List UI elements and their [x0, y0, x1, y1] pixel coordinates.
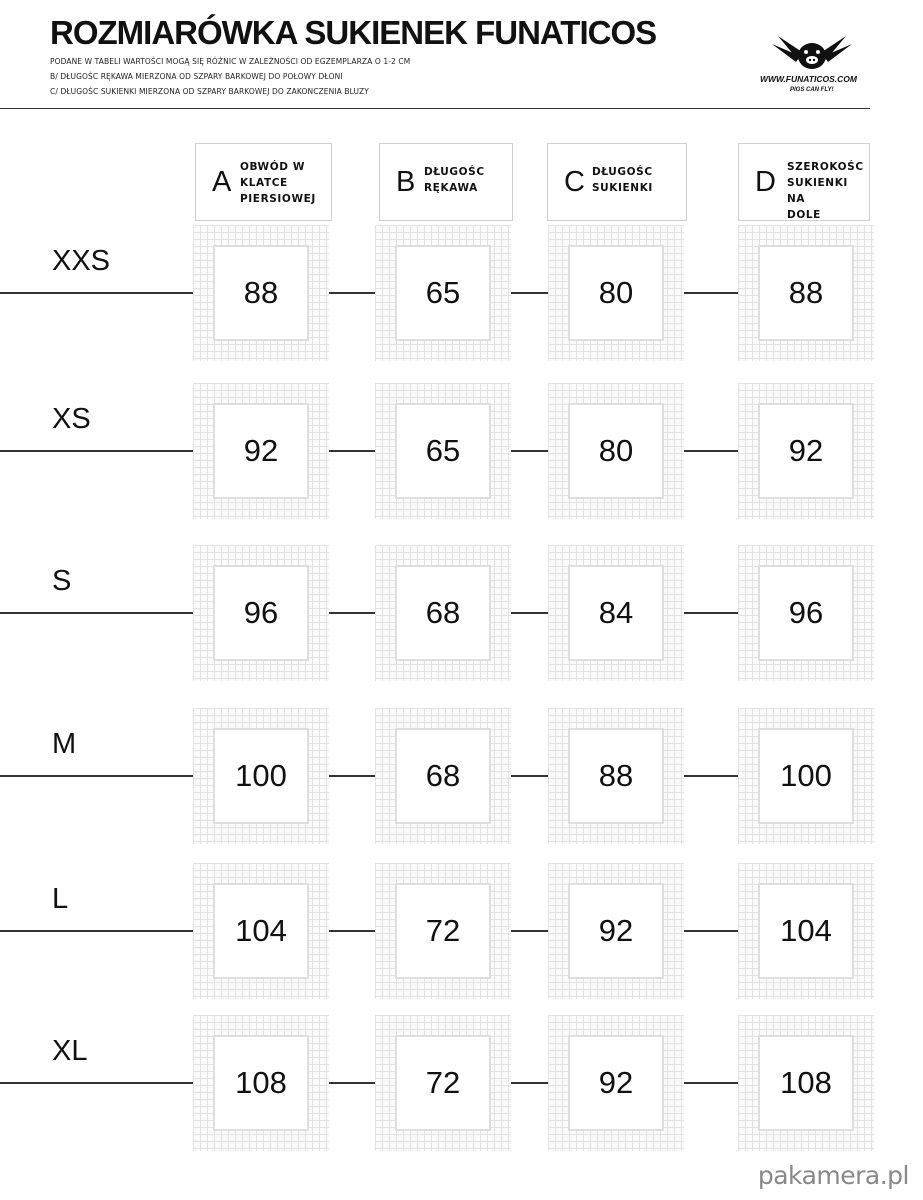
value-box: 88	[213, 245, 309, 341]
winged-pig-icon	[758, 26, 870, 96]
value-cell	[193, 708, 329, 844]
column-header-b	[379, 143, 513, 221]
value-cell	[193, 225, 329, 361]
size-label: S	[52, 565, 72, 597]
logo-slogan-text: PIGS CAN FLY!	[790, 87, 834, 93]
value-cell	[193, 545, 329, 681]
size-label: L	[52, 883, 69, 915]
note-dress-length: C/ DŁUGOŚC SUKIENKI MIERZONA OD SZPARY BARKOWEJ DO ZAKONCZENIA BLUZY	[50, 87, 369, 96]
value-box: 104	[213, 883, 309, 979]
value-cell	[548, 545, 684, 681]
value-cell	[375, 1015, 511, 1151]
value-box: 92	[568, 1035, 664, 1131]
value-box: 80	[568, 245, 664, 341]
note-sleeve: B/ DŁUGOŚC RĘKAWA MIERZONA OD SZPARY BARKOWEJ DO POŁOWY DŁONI	[50, 72, 343, 81]
value-box: 96	[758, 565, 854, 661]
value-cell	[738, 383, 874, 519]
column-letter: C	[564, 166, 585, 198]
value-cell	[193, 1015, 329, 1151]
value-box: 92	[213, 403, 309, 499]
value-cell	[375, 225, 511, 361]
value-cell	[193, 863, 329, 999]
size-label: XXS	[52, 245, 111, 277]
value-cell	[548, 225, 684, 361]
size-label: XS	[52, 403, 91, 435]
size-label: XL	[52, 1035, 88, 1067]
value-box: 108	[758, 1035, 854, 1131]
value-cell	[548, 1015, 684, 1151]
size-label: M	[52, 728, 77, 760]
watermark: pakamera.pl	[757, 1161, 909, 1190]
value-cell	[738, 545, 874, 681]
value-box: 68	[395, 728, 491, 824]
value-box: 92	[568, 883, 664, 979]
value-box: 100	[213, 728, 309, 824]
value-box: 65	[395, 403, 491, 499]
value-box: 72	[395, 883, 491, 979]
value-cell	[548, 863, 684, 999]
column-label: SZEROKOŚC SUKIENKI NA DOLE	[787, 161, 864, 221]
value-cell	[738, 225, 874, 361]
value-cell	[738, 708, 874, 844]
value-box: 80	[568, 403, 664, 499]
value-cell	[193, 383, 329, 519]
column-header-c	[547, 143, 687, 221]
value-box: 108	[213, 1035, 309, 1131]
page-title: ROZMIARÓWKA SUKIENEK FUNATICOS	[50, 14, 657, 51]
column-label: OBWÓD W KLATCE PIERSIOWEJ	[240, 161, 316, 205]
value-box: 104	[758, 883, 854, 979]
note-tolerance: PODANE W TABELI WARTOŚCI MOGĄ SIĘ RÓŻNIC W ZALEŻNOŚCI OD EGZEMPLARZA O 1-2 CM	[50, 57, 411, 66]
column-header-a	[195, 143, 332, 221]
value-box: 96	[213, 565, 309, 661]
value-cell	[375, 708, 511, 844]
value-cell	[375, 383, 511, 519]
value-box: 92	[758, 403, 854, 499]
value-box: 72	[395, 1035, 491, 1131]
header-divider	[0, 108, 870, 109]
value-cell	[375, 863, 511, 999]
column-label: DŁUGOŚC RĘKAWA	[424, 166, 485, 194]
value-cell	[548, 383, 684, 519]
brand-logo	[758, 26, 870, 96]
value-box: 88	[568, 728, 664, 824]
value-cell	[738, 863, 874, 999]
column-letter: D	[755, 166, 776, 198]
value-cell	[375, 545, 511, 681]
value-cell	[738, 1015, 874, 1151]
value-box: 100	[758, 728, 854, 824]
value-box: 65	[395, 245, 491, 341]
column-header-d	[738, 143, 870, 221]
value-cell	[548, 708, 684, 844]
value-box: 88	[758, 245, 854, 341]
value-box: 68	[395, 565, 491, 661]
column-letter: B	[396, 166, 416, 198]
logo-site-text: WWW.FUNATICOS.COM	[760, 74, 857, 84]
value-box: 84	[568, 565, 664, 661]
column-label: DŁUGOŚC SUKIENKI	[592, 166, 653, 194]
column-letter: A	[212, 166, 232, 198]
